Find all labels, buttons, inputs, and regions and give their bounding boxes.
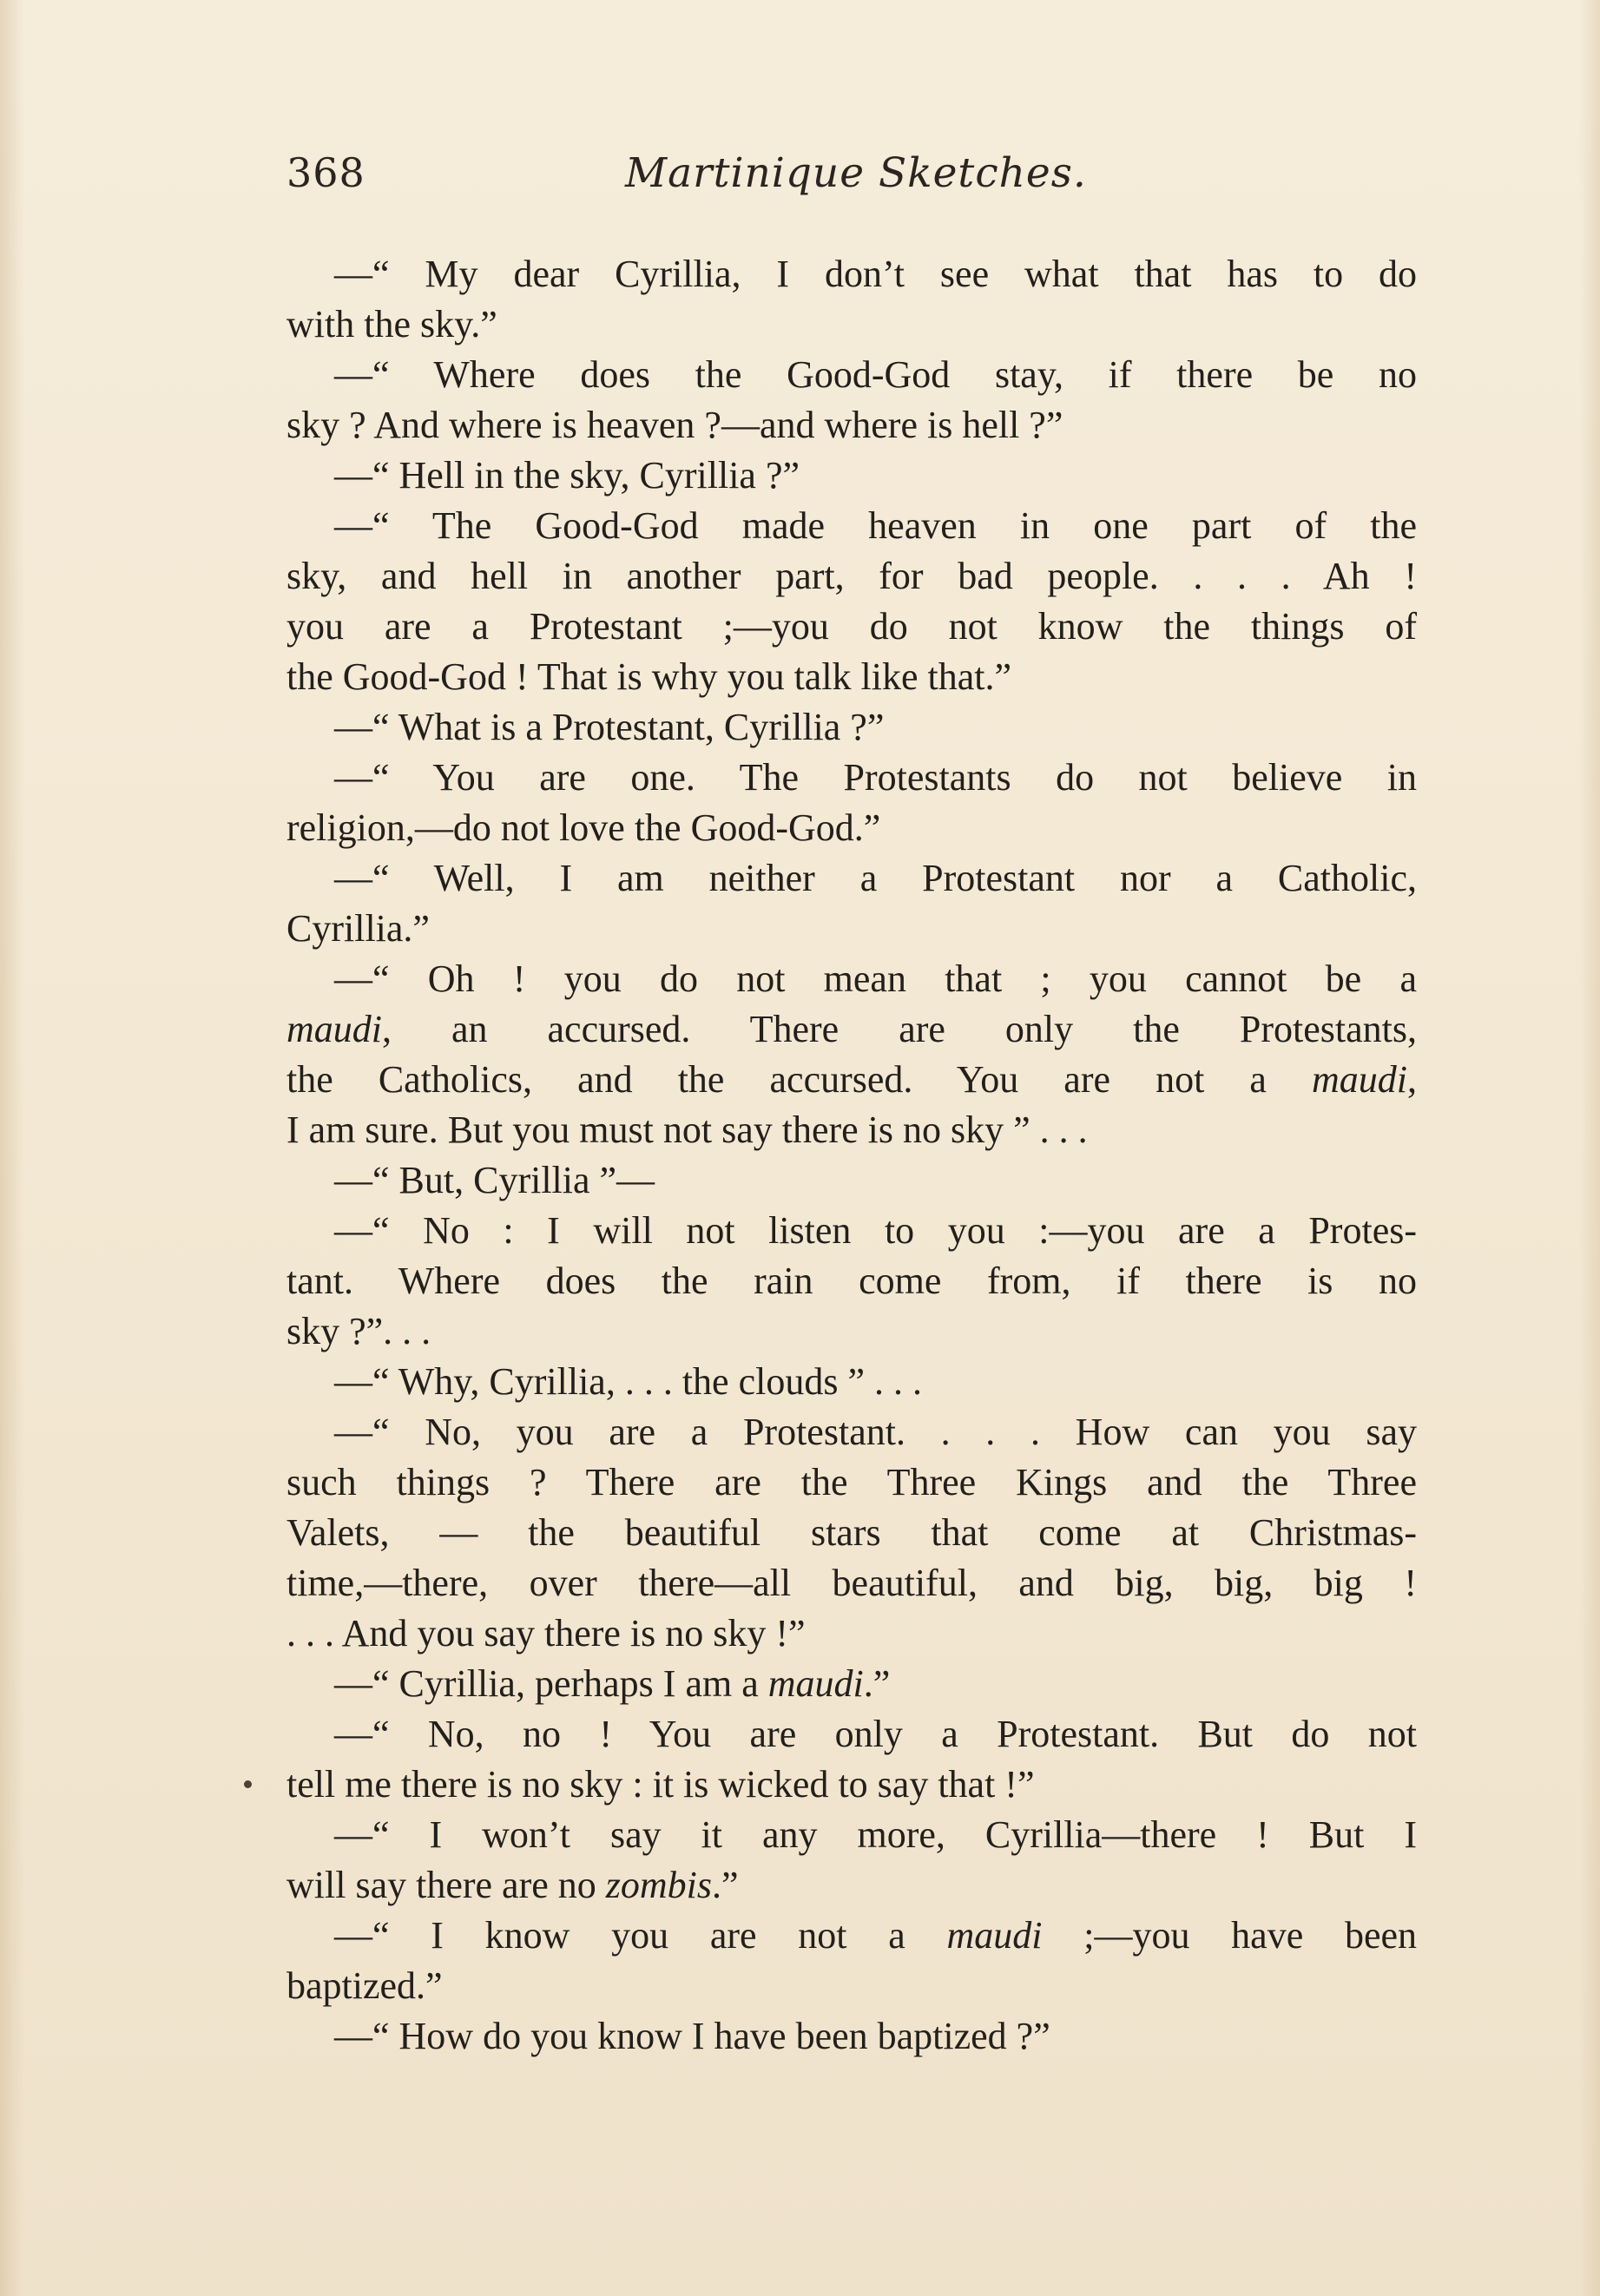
italic-word: maudi — [767, 1662, 864, 1705]
text-line: maudi, an accursed. There are only the Protestants, — [286, 1008, 1417, 1050]
text-line: Valets, — the beautiful stars that come at Christmas- — [286, 1511, 1417, 1554]
italic-word: zombis — [605, 1864, 712, 1906]
text-line: I am sure. But you must not say there is no sky ” . . . — [286, 1109, 1088, 1151]
text-line: —“ No, no ! You are only a Protestant. But do not — [334, 1713, 1417, 1755]
text-line: time,—there, over there—all beautiful, and big, big, big ! — [286, 1562, 1417, 1604]
italic-word: maudi — [946, 1914, 1043, 1957]
text-line: the Catholics, and the accursed. You are not a maudi, — [286, 1058, 1417, 1101]
text-line: sky ?”. . . — [286, 1310, 431, 1352]
text-line: . . . And you say there is no sky !” — [286, 1612, 806, 1655]
text-line: —“ Why, Cyrillia, . . . the clouds ” . . . — [334, 1360, 922, 1403]
italic-word: maudi — [1312, 1058, 1407, 1101]
italic-word: maudi — [286, 1008, 382, 1050]
text-line: tant. Where does the rain come from, if there is no — [286, 1260, 1417, 1302]
text-line: sky, and hell in another part, for bad people. . . . Ah ! — [286, 555, 1417, 597]
text-line: you are a Protestant ;—you do not know the things of — [286, 605, 1417, 648]
text-line: —“ My dear Cyrillia, I don’t see what that has to do — [334, 253, 1417, 295]
text-line: tell me there is no sky : it is wicked to say that !” — [286, 1763, 1035, 1806]
text-line: —“ Where does the Good-God stay, if there be no — [334, 353, 1417, 396]
running-title: Martinique Sketches. — [625, 149, 1087, 197]
text-line: —“ I won’t say it any more, Cyrillia—there ! But I — [334, 1813, 1417, 1856]
text-line: —“ Oh ! you do not mean that ; you cannot be a — [334, 957, 1417, 1000]
text-line: —“ No, you are a Protestant. . . . How can you say — [334, 1411, 1417, 1453]
page-number: 368 — [286, 149, 365, 196]
text-line: —“ What is a Protestant, Cyrillia ?” — [334, 706, 885, 748]
text-line: the Good-God ! That is why you talk like that.” — [286, 655, 1012, 698]
text-line: religion,—do not love the Good-God.” — [286, 806, 881, 849]
text-line: baptized.” — [286, 1964, 443, 2007]
text-line: —“ Well, I am neither a Protestant nor a Catholic, — [334, 857, 1417, 899]
text-line: —“ Cyrillia, perhaps I am a maudi.” — [334, 1662, 891, 1705]
text-line: will say there are no zombis.” — [286, 1864, 739, 1906]
text-line: —“ Hell in the sky, Cyrillia ?” — [334, 454, 800, 497]
page-header — [286, 149, 1415, 210]
text-line: —“ How do you know I have been baptized ?” — [334, 2015, 1050, 2057]
text-line: —“ The Good-God made heaven in one part of the — [334, 504, 1417, 547]
text-line: —“ But, Cyrillia ”— — [334, 1159, 655, 1201]
body-text — [286, 249, 1417, 2062]
text-line: —“ No : I will not listen to you :—you are a Protes- — [334, 1209, 1417, 1252]
margin-mark — [244, 1780, 252, 1788]
text-line: —“ I know you are not a maudi ;—you have been — [334, 1914, 1418, 1957]
text-line: sky ? And where is heaven ?—and where is hell ?” — [286, 404, 1063, 446]
text-line: with the sky.” — [286, 303, 497, 345]
text-line: Cyrillia.” — [286, 907, 430, 950]
text-line: —“ You are one. The Protestants do not believe in — [334, 756, 1417, 799]
text-line: such things ? There are the Three Kings and the Three — [286, 1461, 1417, 1503]
